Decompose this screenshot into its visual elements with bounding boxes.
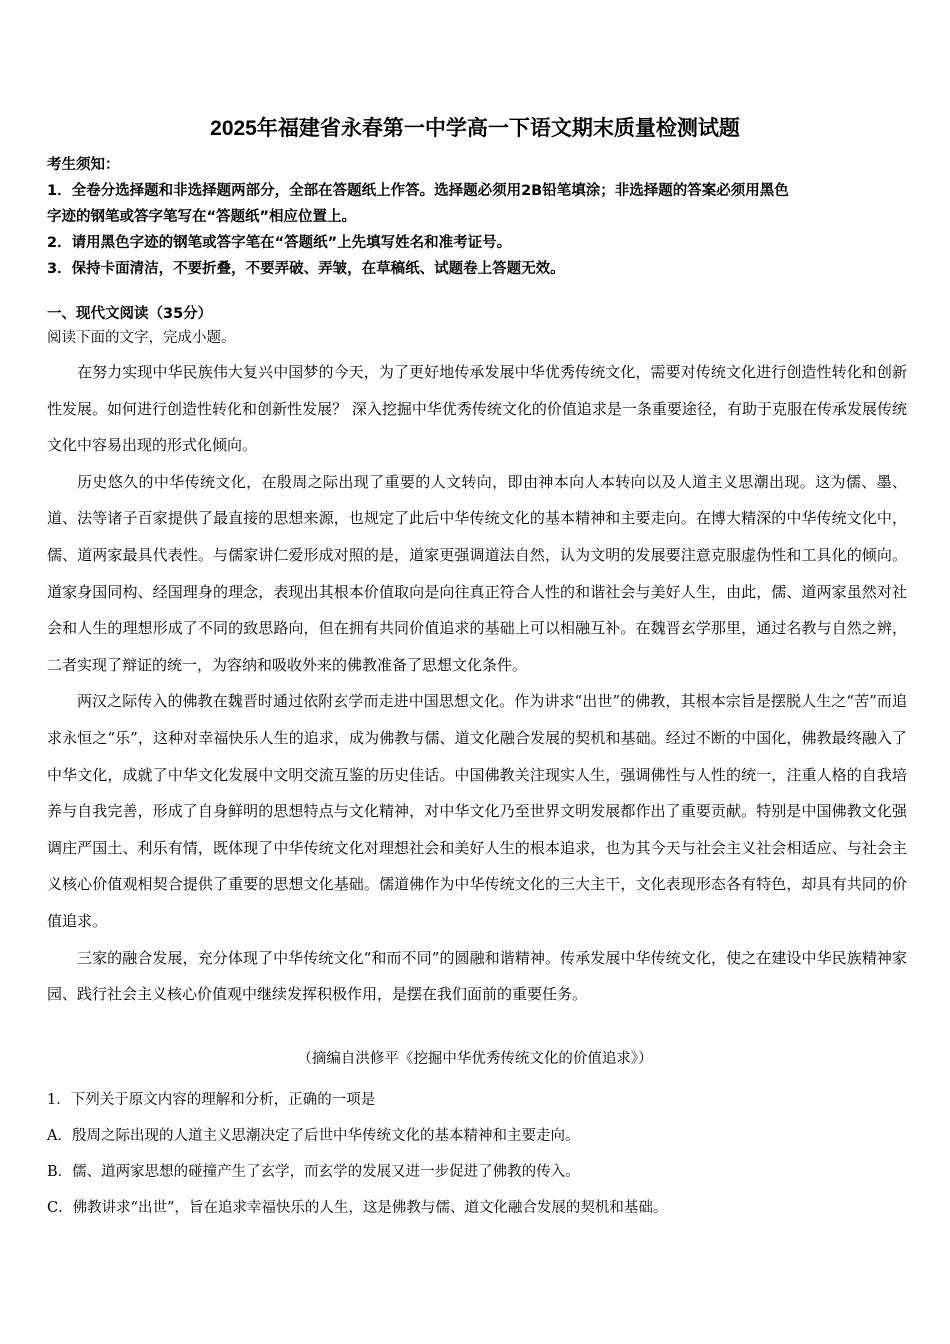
section-instruction: 阅读下面的文字，完成小题。 [47,330,236,346]
passage-paragraph: 历史悠久的中华传统文化，在殷周之际出现了重要的人文转向，即由神本向人本转向以及人道主义思潮出现。这为儒、墨、道、法等诸子百家提供了最直接的思想来源，也规定了此后中华传统文化的基本精神和主要走向。在博大精深的中华传统文化中，儒、道两家最具代表性。与儒家讲仁爱形成对照的是，道家更强调道法自然，认为文明的发展要注意克服虚伪性和工具化的倾向。道家身国同构、经国理身的理念，表现出其根本价值取向是向往真正符合人性的和谐社会与美好人生，由此，儒、道两家虽然对社会和人生的理想形成了不同的致思路向，但在拥有共同价值追求的基础上可以相融互补。在魏晋玄学那里，通过名教与自然之辨，二者实现了辩证的统一，为容纳和吸收外来的佛教准备了思想文化条件。 [47,472,907,674]
question-option-b: B．儒、道两家思想的碰撞产生了玄学，而玄学的发展又进一步促进了佛教的传入。 [47,1164,580,1180]
notice-item: 字迹的钢笔或答字笔写在“答题纸”相应位置上。 [47,209,357,225]
exam-title: 2025年福建省永春第一中学高一下语文期末质量检测试题 [210,117,740,140]
question-block [47,1082,907,1226]
section-heading: 一、现代文阅读（35分） [47,306,213,322]
question-option-a: A．殷周之际出现的人道主义思潮决定了后世中华传统文化的基本精神和主要走向。 [47,1128,580,1144]
passage-paragraph: 在努力实现中华民族伟大复兴中国梦的今天，为了更好地传承发展中华优秀传统文化，需要对传统文化进行创造性转化和创新性发展。如何进行创造性转化和创新性发展？ 深入挖掘中华优秀传统文化的价值追求是一条重要途径，有助于克服在传承发展传统文化中容易出现的形式化倾向。 [47,363,907,455]
notice-item: 3．保持卡面清洁，不要折叠，不要弄破、弄皱，在草稿纸、试题卷上答题无效。 [47,261,565,277]
passage-paragraph: 两汉之际传入的佛教在魏晋时通过依附玄学而走进中国思想文化。作为讲求“出世”的佛教，其根本宗旨是摆脱人生之“苦”而追求永恒之“乐”，这种对幸福快乐人生的追求，成为佛教与儒、道文化融合发展的契机和基础。经过不断的中国化，佛教最终融入了中华文化，成就了中华文化发展中文明交流互鉴的历史佳话。中国佛教关注现实人生，强调佛性与人性的统一，注重人格的自我培养与自我完善，形成了自身鲜明的思想特点与文化精神，对中华文化乃至世界文明发展都作出了重要贡献。特别是中国佛教文化强调庄严国土、利乐有情，既体现了中华传统文化对理想社会和美好人生的根本追求，也为其今天与社会主义社会相适应、与社会主义核心价值观相契合提供了重要的思想文化基础。儒道佛作为中华传统文化的三大主干，文化表现形态各有特色，却具有共同的价值追求。 [47,692,907,930]
question-option-c: C．佛教讲求“出世”，旨在追求幸福快乐的人生，这是佛教与儒、道文化融合发展的契机和基础。 [47,1200,668,1216]
notice-item: 2．请用黑色字迹的钢笔或答字笔在“答题纸”上先填写姓名和准考证号。 [47,235,512,251]
exam-notice [47,152,907,282]
question-stem: 1．下列关于原文内容的理解和分析，正确的一项是 [47,1092,376,1108]
notice-heading: 考生须知： [47,157,120,173]
notice-item: 1．全卷分选择题和非选择题两部分，全部在答题纸上作答。选择题必须用2B铅笔填涂；非选择题的答案必须用黑色 [47,183,789,199]
reading-passage [47,354,907,1013]
passage-source: （摘编自洪修平《挖掘中华优秀传统文化的价值追求》） [297,1051,653,1067]
passage-paragraph: 三家的融合发展，充分体现了中华传统文化“和而不同”的圆融和谐精神。传承发展中华传统文化，使之在建设中华民族精神家园、践行社会主义核心价值观中继续发挥积极作用，是摆在我们面前的重要任务。 [47,948,907,1004]
